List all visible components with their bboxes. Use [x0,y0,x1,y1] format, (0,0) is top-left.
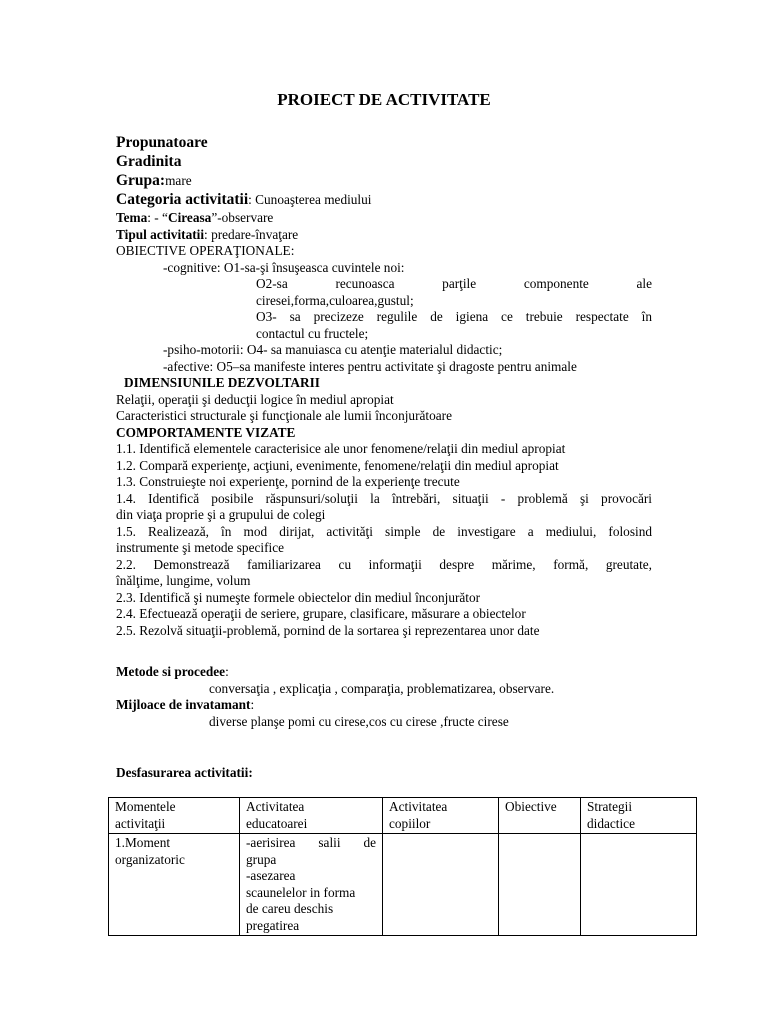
activity-table [108,797,697,936]
cell-strategii [581,834,697,936]
tipul-label: Tipul activitatii [116,226,205,242]
comportament-1-5-line1: 1.5. Realizează, în mod dirijat, activităţi simple de investigare a mediului, folosind [116,523,652,539]
categoria-label: Categoria activitatii [116,191,249,208]
comportament-1-4-line2: din viaţa proprie şi a grupului de colegi [116,507,326,522]
propunatoare-label: Propunatoare [116,134,208,151]
table-header-row [109,798,697,834]
tema-bold: Cireasa [167,210,212,225]
tema-prefix: : - “ [147,210,168,225]
tema-label: Tema [116,210,148,225]
mijloace-label: Mijloace de invatamant [116,697,251,712]
grupa-value: mare [165,173,192,188]
comportament-1-5-line2: instrumente şi metode specifice [116,540,285,555]
mijloace-value: diverse planşe pomi cu cirese,cos cu cirese ,fructe cirese [209,713,509,729]
dimensiune-item: Relaţii, operaţii şi deducţii logice în mediul apropiat [116,391,394,407]
header-block [116,133,652,209]
comportamente-heading: COMPORTAMENTE VIZATE [116,424,296,440]
objective-o3-line1: O3- sa precizeze regulile de igiena ce trebuie respectate în [256,309,652,324]
mijloace-colon: : [250,697,255,712]
comportament-2-4: 2.4. Efectuează operaţii de seriere, grupare, clasificare, măsurare a obiectelor [116,606,526,621]
cell-educatoare: -aerisirea salii de grupa -asezarea scaunelelor in forma de careu deschis pregatirea [240,834,383,936]
tipul-line [116,227,652,244]
objectives-heading: OBIECTIVE OPERAŢIONALE [116,243,291,258]
objective-psiho: -psiho-motorii: O4- sa manuiasca cu atenţie materialul didactic; [163,342,503,357]
objectives-heading-colon: : [290,243,295,258]
categoria-line [116,190,652,209]
metode-value: conversaţia , explicaţia , comparaţia, problematizarea, observare. [209,680,555,696]
table-row [109,834,697,936]
comportament-2-2-line2: înălţime, lungime, volum [116,573,251,588]
document-title: PROIECT DE ACTIVITATE [277,90,491,109]
cell-obiective [499,834,581,936]
metode-line [116,664,652,681]
header-cell-strategii: Strategii didactice [581,798,697,834]
comportament-1-4-line1: 1.4. Identifică posibile răspunsuri/soluţii la întrebări, situaţii - problemă şi provocări [116,490,652,506]
tema-line [116,210,652,227]
comportament-1-3: 1.3. Construieşte noi experienţe, pornind de la experienţe trecute [116,474,460,489]
cell-copii [383,834,499,936]
cell-moment: 1.Moment organizatoric [109,834,240,936]
tipul-value: : predare-învaţare [204,226,299,242]
objective-o3-line2: contactul cu fructele; [256,325,369,341]
objective-afective: -afective: O5–sa manifeste interes pentru activitate şi dragoste pentru animale [163,358,577,374]
header-cell-copii: Activitatea copiilor [383,798,499,834]
comportament-1-1: 1.1. Identifică elementele caracterisice ale unor fenomene/relaţii din mediul apropiat [116,441,566,456]
comportament-2-3: 2.3. Identifică şi numeşte formele obiectelor din mediul înconjurător [116,589,481,605]
categoria-value: : Cunoaşterea mediului [248,192,372,207]
grupa-line [116,171,652,190]
dimensiune-item: Caracteristici structurale şi funcţionale ale lumii înconjurătoare [116,408,452,423]
desfasurare-label: Desfasurarea activitatii: [116,765,253,780]
comportament-2-5: 2.5. Rezolvă situaţii-problemă, pornind de la sortarea şi reprezentarea unor date [116,622,540,638]
metode-label: Metode si procedee [116,664,226,679]
metode-block [116,664,652,730]
mijloace-line [116,697,652,714]
tema-suffix: ”-observare [211,210,274,225]
objectives-heading-line [116,243,652,260]
tema-block [116,210,652,639]
header-cell-momente: Momentele activitaţii [109,798,240,834]
objective-o2-line1: O2-sa recunoasca parţile componente ale [256,276,652,291]
grupa-label: Grupa: [116,172,166,189]
dimensiuni-heading: DIMENSIUNILE DEZVOLTARII [124,375,320,390]
gradinita-label: Gradinita [116,153,182,170]
header-cell-obiective: Obiective [499,798,581,834]
comportament-1-2: 1.2. Compară experienţe, acţiuni, evenimente, fenomene/relaţii din mediul apropiat [116,457,559,473]
header-cell-educatoare: Activitatea educatoarei [240,798,383,834]
objective-o2-line2: ciresei,forma,culoarea,gustul; [256,292,414,308]
comportament-2-2-line1: 2.2. Demonstrează familiarizarea cu informaţii despre mărime, formă, greutate, [116,556,652,572]
objective-cognitive: -cognitive: O1-sa-şi însuşeasca cuvintele noi: [163,259,405,275]
metode-colon: : [225,664,229,679]
